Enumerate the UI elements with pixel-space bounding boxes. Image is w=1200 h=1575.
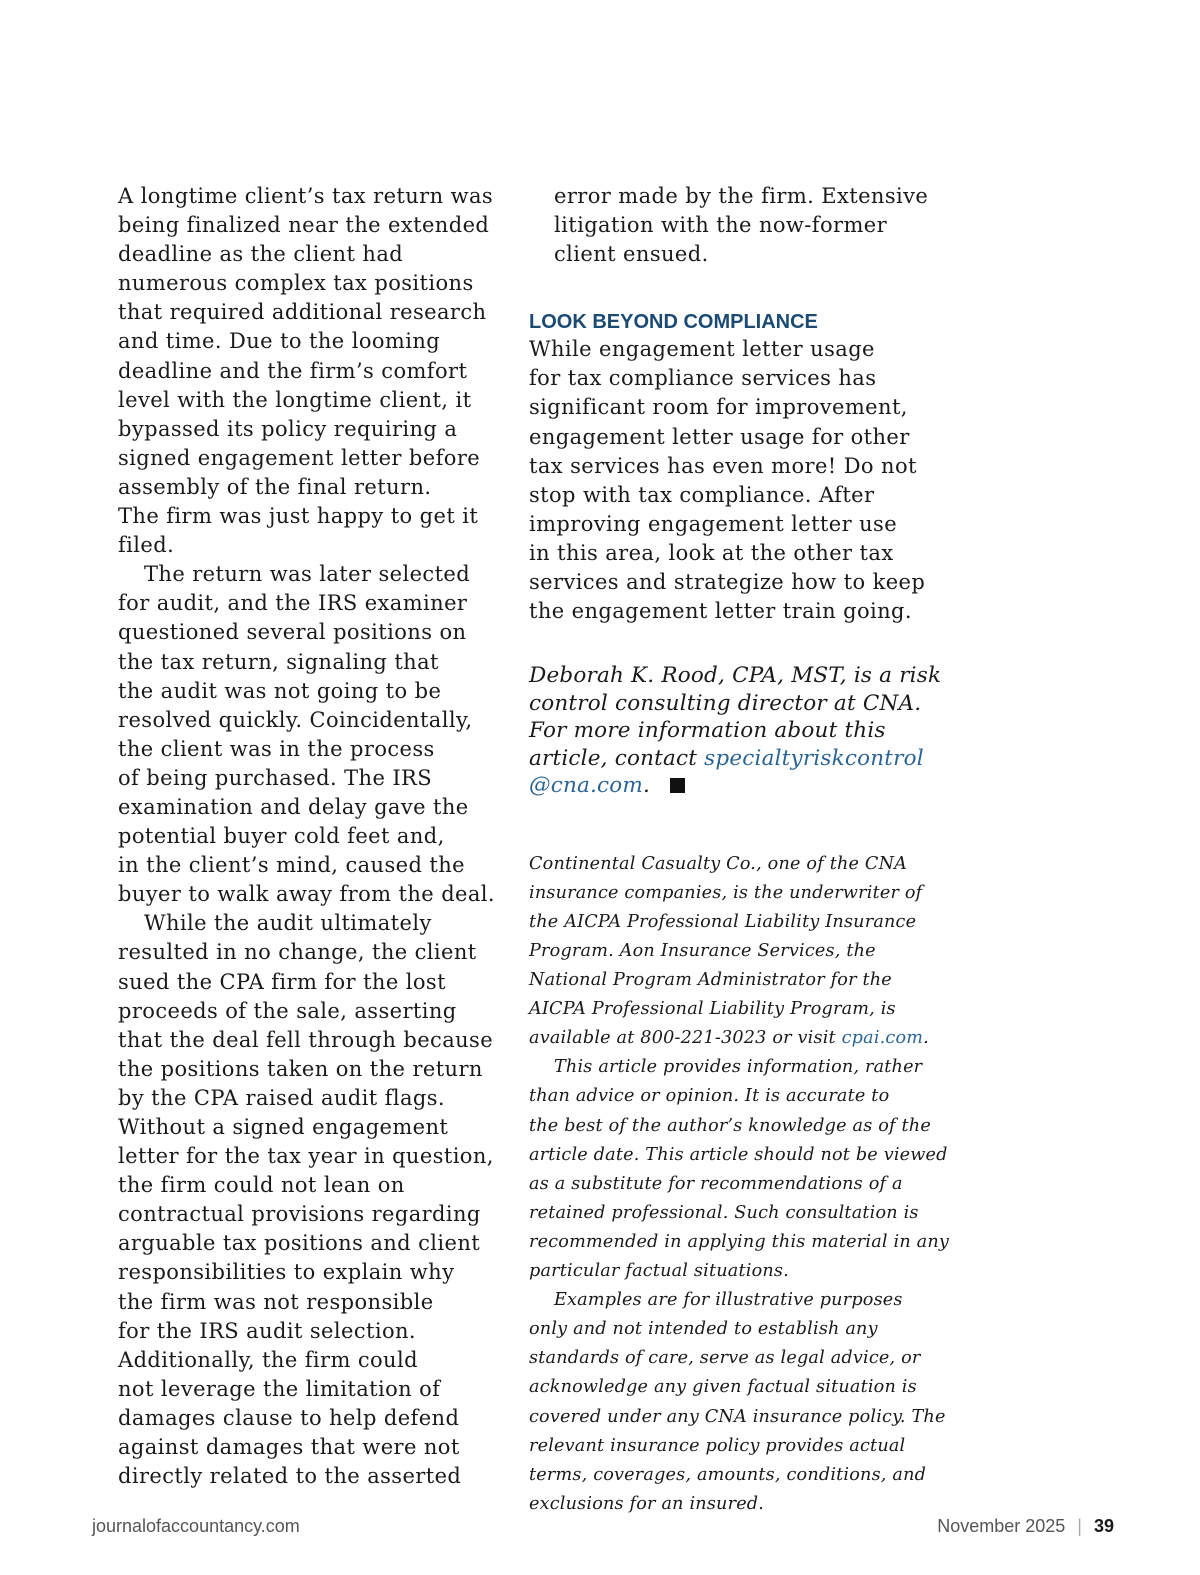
author-bio: [529, 662, 949, 800]
section-heading: LOOK BEYOND COMPLIANCE: [529, 311, 818, 334]
bio-end: .: [643, 773, 651, 799]
end-of-article-mark: [670, 778, 685, 793]
page-footer: [92, 1516, 1114, 1544]
footer-date: November 2025: [937, 1516, 1066, 1536]
left-column: [118, 182, 503, 1491]
paragraph-1: A longtime client’s tax return was being finalized near the extended deadline as the client had numerous complex tax positions that required additional research and time. Due to the looming deadline and the firm’s comfort level with the longtime client, it bypassed its policy requiring a signed engagement letter before assembly of the final return. The firm was just happy to get it filed.: [118, 184, 494, 558]
footer-site[interactable]: journalofaccountancy.com: [92, 1516, 300, 1536]
paragraph-2: The return was later selected for audit, and the IRS examiner questioned several positions on the tax return, signaling that the audit was not going to be resolved quickly. Coincidentally, the client was in the process of being purchased. The IRS examination and delay gave the potential buyer cold feet and, in the client’s mind, caused the buyer to walk away from the deal.: [118, 562, 495, 907]
disclaimer-paragraph-3: Examples are for illustrative purposes only and not intended to establish any standards of care, serve as legal advice, or acknowledge any given factual situation is covered under any CNA insurance policy. The relevant insurance policy provides actual terms, coverages, amounts, conditions, and exclusions for an insured.: [529, 1290, 946, 1514]
cpai-link[interactable]: cpai.com: [841, 1028, 924, 1049]
continuation-paragraph: error made by the firm. Extensive litigation with the now-former client ensued.: [554, 184, 929, 267]
disclaimer-paragraph-2: This article provides information, rather than advice or opinion. It is accurate to the best of the author’s knowledge as of the article date. This article should not be viewed as a substitute for recommendations of a retained professional. Such consultation is recommended in applying this material in any particular factual situations.: [529, 1057, 950, 1282]
section-body: While engagement letter usage for tax compliance services has significant room for improvement, engagement letter usage for other tax services has even more! Do not stop with tax compliance. After improving engagement letter use in this area, look at the other tax services and strategize how to keep the engagement letter train going.: [529, 337, 926, 624]
disclaimer: [529, 850, 949, 1519]
page-number: 39: [1093, 1516, 1114, 1536]
paragraph-3: While the audit ultimately resulted in no change, the client sued the CPA firm for the lost proceeds of the sale, asserting that the deal fell through because the positions taken on the return by the CPA raised audit flags. Without a signed engagement letter for the tax year in question, the firm could not lean on contractual provisions regarding arguable tax positions and client responsibilities to explain why the firm was not responsible for the IRS audit selection. Additionally, the firm could not leverage the limitation of damages clause to help defend against damages that were not directly related to the asserted: [118, 911, 494, 1489]
footer-separator: |: [1077, 1516, 1082, 1536]
disclaimer-paragraph-1: Continental Casualty Co., one of the CNA insurance companies, is the underwriter of the AICPA Professional Liability Insurance Program. Aon Insurance Services, the National Program Administrator for the AICPA Professional Liability Program, is available at 800-221-3023 or visit cpai.com.: [529, 853, 929, 1049]
bio-text: Deborah K. Rood, CPA, MST, is a risk control consulting director at CNA. For more information about this article, contact: [529, 663, 942, 771]
right-column: [529, 182, 949, 1519]
footer-right: [937, 1516, 1114, 1537]
author-email-link[interactable]: specialtyriskcontrol @cna.com: [529, 745, 924, 799]
